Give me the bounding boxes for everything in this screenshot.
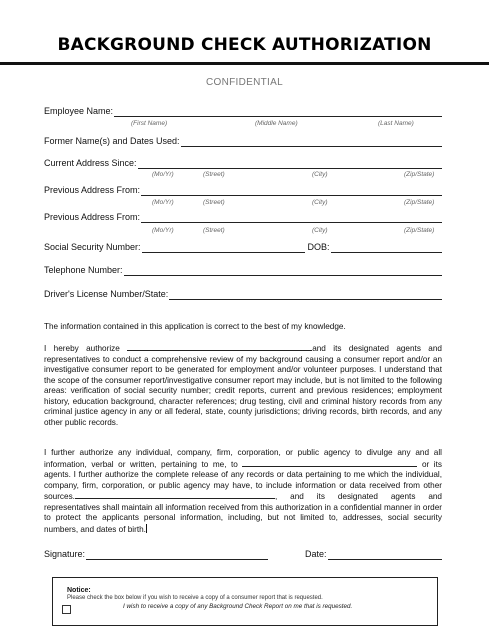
telephone-row <box>44 262 442 276</box>
former-names-row <box>44 133 442 147</box>
signature-label: Signature: <box>44 549 86 559</box>
street-hint: (Street) <box>203 227 225 234</box>
telephone-field[interactable] <box>124 264 442 276</box>
release-paragraph <box>44 448 442 535</box>
report-copy-label: I wish to receive a copy of any Background Check Report on me that is requested. <box>123 603 353 610</box>
mo-yr-hint: (Mo/Yr) <box>152 227 174 234</box>
authorize-text-rest: and its designated agents and representatives to conduct a comprehensive review of my background causing a consumer report and/or an investigative consumer report to be generated for employment and/or volunteer purposes. I understand that the scope of the consumer report/investigative consumer report may include, but is not limited to the following areas: verification of social security number; credit reports, current and previous residences; employment history, education background, character references; drug testing, civil and criminal history records from any criminal justice agency in any or all federal, state, county jurisdictions; driving records, birth records, and any other public records. <box>44 344 442 427</box>
street-hint: (Street) <box>203 171 225 178</box>
release-text-start: I further authorize any individual, company, firm, corporation, or public agency to divulge any and all information, verbal or written, pertaining to me, to <box>44 448 442 469</box>
dob-label: DOB: <box>307 242 330 252</box>
agency-name-field[interactable] <box>75 491 275 499</box>
previous-address-label: Previous Address From: <box>44 185 141 195</box>
previous-address-field[interactable] <box>141 211 442 223</box>
employee-name-row <box>44 103 442 117</box>
telephone-label: Telephone Number: <box>44 265 123 275</box>
employee-name-field[interactable] <box>114 105 442 117</box>
ssn-dob-row <box>44 239 442 253</box>
current-address-row <box>44 155 442 169</box>
city-hint: (City) <box>312 199 328 206</box>
notice-title: Notice: <box>67 587 91 594</box>
previous-address-field[interactable] <box>141 184 442 196</box>
former-names-label: Former Name(s) and Dates Used: <box>44 136 180 146</box>
signature-row <box>44 546 268 560</box>
ssn-label: Social Security Number: <box>44 242 141 252</box>
city-hint: (City) <box>312 171 328 178</box>
previous-address-row-2 <box>44 209 442 223</box>
ssn-field[interactable] <box>142 241 305 253</box>
current-address-label: Current Address Since: <box>44 158 137 168</box>
city-hint: (City) <box>312 227 328 234</box>
notice-text: Please check the box below if you wish to receive a copy of a consumer report that is requested. <box>67 595 323 601</box>
notice-box <box>52 577 438 626</box>
page-title: BACKGROUND CHECK AUTHORIZATION <box>57 35 432 55</box>
authorize-text-start: I hereby authorize <box>44 344 128 353</box>
confidential-label: CONFIDENTIAL <box>206 77 283 88</box>
release-text-end: , and its designated agents and representatives shall maintain all information received from this authorization in a confidential manner in order to protect the applicants personal information, including, but not limited to, addresses, social security numbers, and dates of birth. <box>44 492 442 534</box>
zip-state-hint: (Zip/State) <box>404 227 435 234</box>
text-cursor <box>146 524 147 533</box>
mo-yr-hint: (Mo/Yr) <box>152 171 174 178</box>
previous-address-row-1 <box>44 182 442 196</box>
last-name-hint: (Last Name) <box>378 120 414 127</box>
dob-field[interactable] <box>331 241 442 253</box>
zip-state-hint: (Zip/State) <box>404 171 435 178</box>
first-name-hint: (First Name) <box>131 120 168 127</box>
employee-name-label: Employee Name: <box>44 106 114 116</box>
company-name-field[interactable] <box>127 343 312 351</box>
date-label: Date: <box>305 549 327 559</box>
zip-state-hint: (Zip/State) <box>404 199 435 206</box>
drivers-license-field[interactable] <box>169 288 442 300</box>
drivers-license-label: Driver's License Number/State: <box>44 289 169 299</box>
date-field[interactable] <box>328 548 442 560</box>
street-hint: (Street) <box>203 199 225 206</box>
release-text-mid: or its agents. I further authorize the complete release of any records or data pertaining to me which the individual, company, firm, corporation, or public agency may have, to include information or data received from other sources. <box>44 459 442 501</box>
recipient-name-field[interactable] <box>242 459 417 467</box>
mo-yr-hint: (Mo/Yr) <box>152 199 174 206</box>
current-address-field[interactable] <box>138 157 442 169</box>
authorization-paragraph <box>44 343 442 428</box>
report-copy-checkbox[interactable] <box>62 605 71 614</box>
drivers-license-row <box>44 286 442 300</box>
date-row <box>305 546 442 560</box>
signature-field[interactable] <box>86 548 268 560</box>
accuracy-statement: The information contained in this application is correct to the best of my knowledge. <box>44 322 346 331</box>
former-names-field[interactable] <box>181 135 442 147</box>
previous-address-label: Previous Address From: <box>44 212 141 222</box>
middle-name-hint: (Middle Name) <box>255 120 298 127</box>
title-divider <box>0 62 489 65</box>
